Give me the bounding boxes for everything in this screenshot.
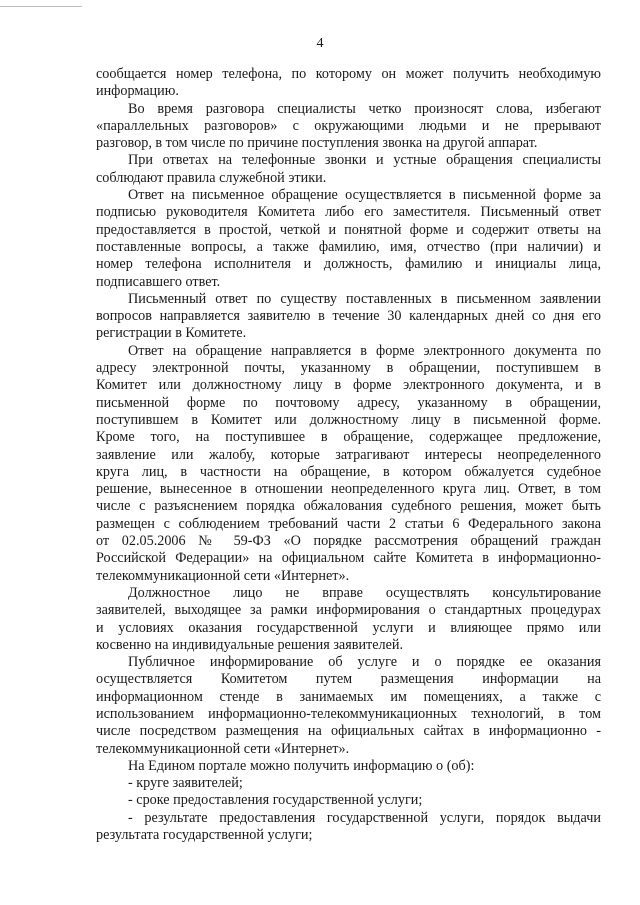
text-line: и условиях оказания государственной услуги и влияющее прямо или	[96, 619, 601, 636]
text-line: Должностное лицо не вправе осуществлять консультирование	[128, 584, 601, 601]
text-line: числе посредством размещения на официальных сайтах в информационно -	[96, 723, 601, 740]
document-body	[96, 66, 601, 844]
text-line: Ответ на обращение направляется в форме электронного документа по	[128, 342, 601, 359]
text-line: телекоммуникационной сети «Интернет».	[96, 740, 350, 757]
paragraph	[96, 585, 601, 654]
text-line: заявителей, выходящее за рамки информирования о стандартных процедурах	[96, 602, 601, 619]
page-number: 4	[316, 36, 324, 51]
text-line: Кроме того, на поступившее в обращение, содержащее предложение,	[96, 429, 601, 446]
text-line: предоставляется в простой, четкой и понятной форме и содержит ответы на	[96, 221, 601, 238]
text-line: осуществляется Комитетом путем размещения информации на	[96, 671, 601, 688]
top-left-scan-mark	[0, 6, 82, 7]
paragraph	[96, 654, 601, 758]
text-line: поставленные вопросы, а также фамилию, имя, отчество (при наличии) и	[96, 238, 601, 255]
text-line: подписью руководителя Комитета либо его заместителя. Письменный ответ	[96, 204, 601, 221]
text-line: Российской Федерации» на официальном сайте Комитета в информационно-	[96, 550, 601, 567]
text-line: числе с разъяснением порядка обжалования судебного решения, может быть	[96, 498, 601, 515]
paragraph	[96, 792, 601, 809]
text-line: заявление или жалобу, которые затрагивают интересы неопределенного	[96, 446, 601, 463]
text-line: - круге заявителей;	[128, 775, 243, 792]
text-line: Комитет или должностному лицу в форме электронного документа, и в	[96, 377, 601, 394]
text-line: Ответ на письменное обращение осуществляется в письменной форме за	[128, 187, 601, 204]
text-line: вопросов направляется заявителю в течение 30 календарных дней со дня его	[96, 308, 601, 325]
text-line: «параллельных разговоров» с окружающими людьми и не прерывают	[96, 117, 601, 134]
text-line: Публичное информирование об услуге и о порядке ее оказания	[128, 654, 601, 671]
text-line: адресу электронной почты, указанному в обращении, поступившем в	[96, 360, 601, 377]
text-line: решение, вынесенное в отношении неопределенного круга лиц. Ответ, в том	[96, 481, 601, 498]
paragraph	[96, 810, 601, 845]
text-line: результата государственной услуги;	[96, 827, 313, 844]
text-line: - результате предоставления государственной услуги, порядок выдачи	[128, 809, 601, 826]
text-line: поступившем в Комитет или должностному лицу в письменной форме.	[96, 411, 601, 428]
text-line: При ответах на телефонные звонки и устные обращения специалисты	[128, 152, 601, 169]
text-line: Во время разговора специалисты четко произносят слова, избегают	[128, 100, 601, 117]
text-line: разговор, в том числе по причине поступления звонка на другой аппарат.	[96, 135, 538, 152]
paragraph	[96, 758, 601, 775]
paragraph	[96, 101, 601, 153]
text-line: соблюдают правила служебной этики.	[96, 169, 327, 186]
paragraph	[96, 187, 601, 291]
text-line: телекоммуникационной сети «Интернет».	[96, 567, 350, 584]
text-line: использованием информационно-телекоммуникационных технологий, в том	[96, 705, 601, 722]
text-line: сообщается номер телефона, по которому он может получить необходимую	[96, 66, 601, 82]
text-line: письменной форме по почтовому адресу, указанному в обращении,	[96, 394, 601, 411]
text-line: информационном стенде в занимаемых им помещениях, а также с	[96, 688, 601, 705]
paragraph	[96, 152, 601, 187]
paragraph	[96, 291, 601, 343]
text-line: - сроке предоставления государственной услуги;	[128, 792, 423, 809]
paragraph	[96, 775, 601, 792]
paragraph	[96, 66, 601, 101]
text-line: подписавшего ответ.	[96, 273, 221, 290]
text-line: Письменный ответ по существу поставленных в письменном заявлении	[128, 290, 601, 307]
paragraph	[96, 343, 601, 585]
text-line: круга лиц, в частности на обращение, в котором обжалуется судебное	[96, 463, 601, 480]
text-line: косвенно на индивидуальные решения заявителей.	[96, 636, 404, 653]
text-line: размещен с соблюдением требований части 2 статьи 6 Федерального закона	[96, 515, 601, 532]
text-line: На Едином портале можно получить информацию о (об):	[128, 757, 475, 774]
text-line: от 02.05.2006 № 59-ФЗ «О порядке рассмотрения обращений граждан	[96, 533, 601, 550]
text-line: регистрации в Комитете.	[96, 325, 247, 342]
text-line: информацию.	[96, 83, 179, 100]
text-line: номер телефона исполнителя и должность, фамилию и инициалы лица,	[96, 256, 601, 273]
